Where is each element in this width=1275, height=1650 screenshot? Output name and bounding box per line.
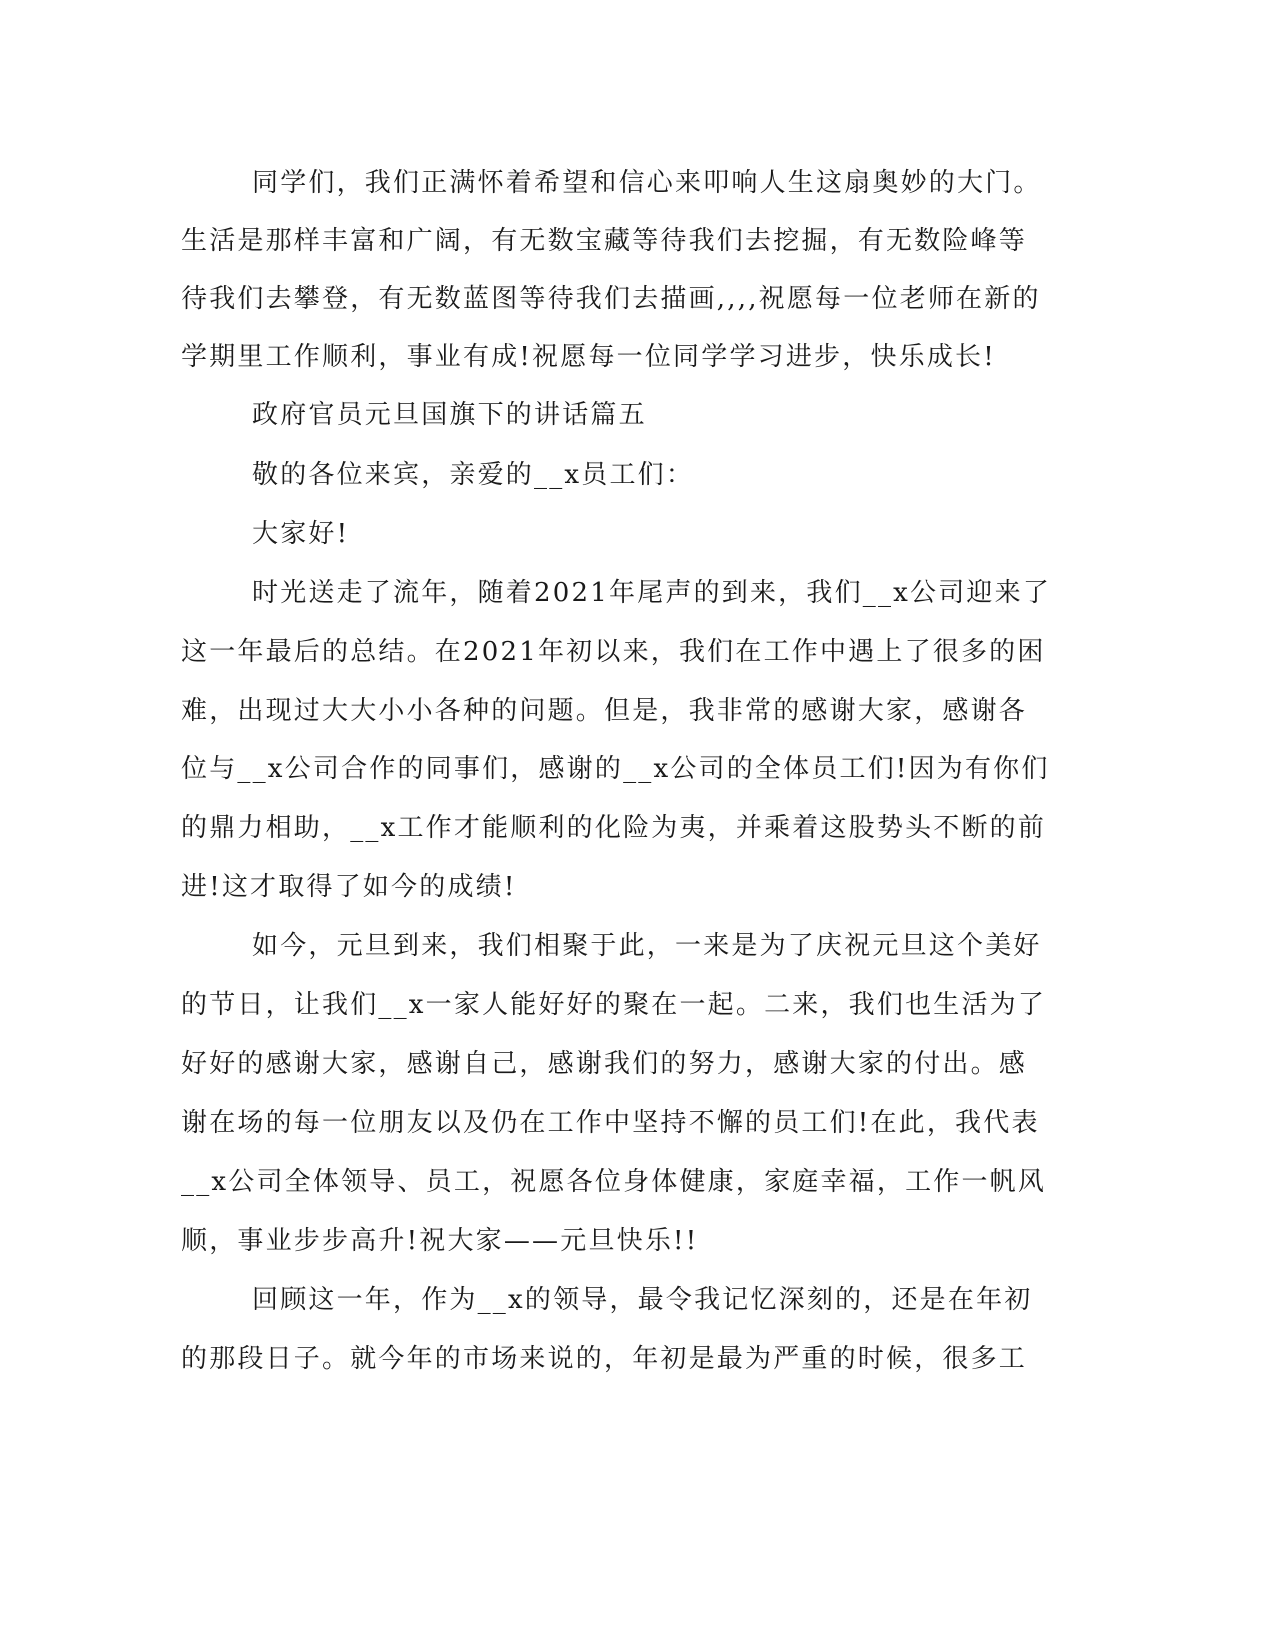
paragraph-line: 的节日，让我们__x一家人能好好的聚在一起。二来，我们也生活为了	[181, 990, 1047, 1020]
paragraph-line: 进!这才取得了如今的成绩!	[181, 872, 517, 902]
paragraph-line: 时光送走了流年，随着2021年尾声的到来，我们__x公司迎来了	[252, 578, 1052, 608]
paragraph-line: 生活是那样丰富和广阔，有无数宝藏等待我们去挖掘，有无数险峰等	[181, 226, 1028, 256]
paragraph-line: 的鼎力相助，__x工作才能顺利的化险为夷，并乘着这股势头不断的前	[181, 813, 1047, 843]
salutation-line: 敬的各位来宾，亲爱的__x员工们：	[252, 460, 695, 490]
paragraph-line: 如今，元旦到来，我们相聚于此，一来是为了庆祝元旦这个美好	[252, 931, 1042, 961]
paragraph-line: 回顾这一年，作为__x的领导，最令我记忆深刻的，还是在年初	[252, 1285, 1033, 1315]
paragraph-line: 待我们去攀登，有无数蓝图等待我们去描画,,,,祝愿每一位老师在新的	[181, 284, 1041, 314]
paragraph-line: 这一年最后的总结。在2021年初以来，我们在工作中遇上了很多的困	[181, 637, 1046, 667]
paragraph-line: 好好的感谢大家，感谢自己，感谢我们的努力，感谢大家的付出。感	[181, 1049, 1028, 1079]
paragraph-line: __x公司全体领导、员工，祝愿各位身体健康，家庭幸福，工作一帆风	[181, 1167, 1047, 1197]
paragraph-line: 谢在场的每一位朋友以及仍在工作中坚持不懈的员工们!在此，我代表	[181, 1108, 1040, 1138]
paragraph-line: 学期里工作顺利，事业有成!祝愿每一位同学学习进步，快乐成长!	[181, 342, 996, 372]
paragraph-line: 的那段日子。就今年的市场来说的，年初是最为严重的时候，很多工	[181, 1344, 1028, 1374]
paragraph-line: 同学们，我们正满怀着希望和信心来叩响人生这扇奥妙的大门。	[252, 168, 1042, 198]
paragraph-line: 位与__x公司合作的同事们，感谢的__x公司的全体员工们!因为有你们	[181, 754, 1050, 784]
greeting-line: 大家好!	[252, 519, 350, 549]
section-heading: 政府官员元旦国旗下的讲话篇五	[252, 400, 647, 430]
paragraph-line: 难，出现过大大小小各种的问题。但是，我非常的感谢大家，感谢各	[181, 696, 1028, 726]
paragraph-line: 顺，事业步步高升!祝大家——元旦快乐!!	[181, 1226, 699, 1256]
